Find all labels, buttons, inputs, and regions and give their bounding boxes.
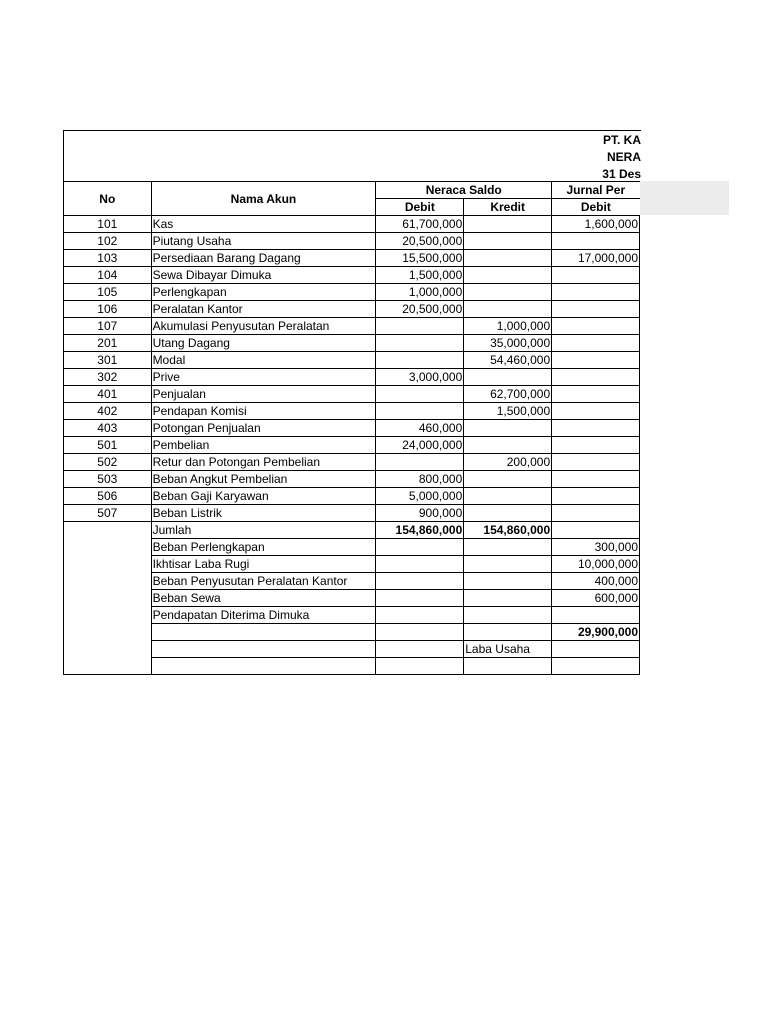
account-number: 302 [64,369,152,386]
ns-debit: 3,000,000 [376,369,464,386]
total-debit: 154,860,000 [376,522,464,539]
ns-debit [376,607,464,624]
jp-debit [552,607,640,624]
account-number: 501 [64,437,152,454]
ns-kredit: 1,000,000 [464,318,552,335]
worksheet-table [63,181,640,675]
account-name: Beban Gaji Karyawan [151,488,376,505]
account-number: 507 [64,505,152,522]
jp-debit [552,352,640,369]
account-name: Beban Penyusutan Peralatan Kantor [151,573,376,590]
jp-debit [552,284,640,301]
account-number: 104 [64,267,152,284]
table-row [64,369,640,386]
ns-kredit [464,420,552,437]
header-jp-debit: Debit [552,199,640,216]
table-row [64,471,640,488]
table-row [64,233,640,250]
ns-debit [376,386,464,403]
account-name: Akumulasi Penyusutan Peralatan [151,318,376,335]
account-name: Modal [151,352,376,369]
jp-debit: 10,000,000 [552,556,640,573]
ns-kredit: 200,000 [464,454,552,471]
company-name: PT. KA [602,133,641,147]
ns-kredit [464,301,552,318]
ns-debit: 900,000 [376,505,464,522]
jp-debit [552,369,640,386]
jp-debit [552,437,640,454]
ns-debit [376,658,464,675]
jp-debit [552,335,640,352]
account-number: 506 [64,488,152,505]
ns-debit: 1,500,000 [376,267,464,284]
ns-kredit [464,556,552,573]
ns-kredit [464,573,552,590]
jp-debit [552,522,640,539]
jp-debit: 300,000 [552,539,640,556]
account-name: Peralatan Kantor [151,301,376,318]
table-row [64,352,640,369]
ns-kredit: Laba Usaha [464,641,552,658]
account-name: Ikhtisar Laba Rugi [151,556,376,573]
jp-debit [552,505,640,522]
account-number: 402 [64,403,152,420]
account-number: 107 [64,318,152,335]
table-row [64,216,640,233]
ns-debit [376,403,464,420]
total-label: Jumlah [151,522,376,539]
header-nama-akun: Nama Akun [151,182,376,216]
header-kredit: Kredit [464,199,552,216]
account-number: 403 [64,420,152,437]
ns-kredit: 62,700,000 [464,386,552,403]
ns-debit [376,556,464,573]
jp-debit [552,488,640,505]
ns-debit [376,454,464,471]
account-name: Pembelian [151,437,376,454]
ns-kredit [464,624,552,641]
table-row [64,250,640,267]
table-row [64,454,640,471]
jp-debit [552,641,640,658]
ns-kredit: 1,500,000 [464,403,552,420]
ns-kredit [464,216,552,233]
account-number: 201 [64,335,152,352]
jp-debit: 29,900,000 [552,624,640,641]
ns-kredit [464,267,552,284]
header-jurnal-penyesuaian: Jurnal Per [552,182,640,199]
account-name: Kas [151,216,376,233]
account-name: Penjualan [151,386,376,403]
ns-debit: 24,000,000 [376,437,464,454]
ns-debit: 20,500,000 [376,301,464,318]
report-date: 31 Des [602,167,641,181]
jp-debit [552,233,640,250]
account-name: Prive [151,369,376,386]
ns-debit: 61,700,000 [376,216,464,233]
ns-kredit [464,284,552,301]
account-name: Beban Listrik [151,505,376,522]
ns-kredit [464,590,552,607]
jp-debit [552,386,640,403]
account-number: 502 [64,454,152,471]
account-number: 102 [64,233,152,250]
next-column-header-bg [640,181,729,215]
ns-debit [376,641,464,658]
ns-debit: 800,000 [376,471,464,488]
jp-debit: 1,600,000 [552,216,640,233]
ns-debit: 15,500,000 [376,250,464,267]
account-name: Pendapan Komisi [151,403,376,420]
ns-debit [376,573,464,590]
header-no: No [64,182,152,216]
ns-debit [376,539,464,556]
account-number: 101 [64,216,152,233]
account-name: Beban Sewa [151,590,376,607]
ns-debit [376,624,464,641]
jp-debit [552,454,640,471]
total-kredit: 154,860,000 [464,522,552,539]
jp-debit [552,267,640,284]
ns-kredit [464,233,552,250]
ns-kredit [464,505,552,522]
ns-kredit [464,658,552,675]
table-row [64,505,640,522]
jp-debit [552,318,640,335]
account-name: Persediaan Barang Dagang [151,250,376,267]
total-row [64,522,640,539]
jp-debit: 17,000,000 [552,250,640,267]
account-name [151,624,376,641]
account-name: Beban Perlengkapan [151,539,376,556]
report-header [63,130,641,182]
ns-debit: 1,000,000 [376,284,464,301]
table-row [64,420,640,437]
ns-kredit [464,539,552,556]
account-name: Sewa Dibayar Dimuka [151,267,376,284]
ns-kredit [464,250,552,267]
account-name: Beban Angkut Pembelian [151,471,376,488]
jp-debit [552,301,640,318]
table-row [64,301,640,318]
report-title: NERA [606,150,641,164]
account-number: 401 [64,386,152,403]
ns-debit: 5,000,000 [376,488,464,505]
ns-debit: 460,000 [376,420,464,437]
ns-kredit [464,607,552,624]
ns-kredit [464,437,552,454]
table-row [64,284,640,301]
table-row [64,488,640,505]
jp-debit: 400,000 [552,573,640,590]
account-name: Pendapatan Diterima Dimuka [151,607,376,624]
account-name: Utang Dagang [151,335,376,352]
account-name: Retur dan Potongan Pembelian [151,454,376,471]
account-number: 103 [64,250,152,267]
header-debit: Debit [376,199,464,216]
account-name [151,641,376,658]
jp-debit [552,420,640,437]
jp-debit [552,471,640,488]
ns-debit [376,318,464,335]
account-name: Perlengkapan [151,284,376,301]
jp-debit [552,403,640,420]
table-row [64,267,640,284]
account-number: 503 [64,471,152,488]
ns-debit [376,335,464,352]
ns-debit [376,352,464,369]
ns-kredit: 35,000,000 [464,335,552,352]
ns-kredit: 54,460,000 [464,352,552,369]
account-name [151,658,376,675]
table-row [64,335,640,352]
ns-kredit [464,369,552,386]
header-neraca-saldo: Neraca Saldo [376,182,552,199]
ns-kredit [464,488,552,505]
account-number: 106 [64,301,152,318]
account-name: Piutang Usaha [151,233,376,250]
table-row [64,386,640,403]
empty-cell [64,522,152,675]
ns-debit: 20,500,000 [376,233,464,250]
table-row [64,318,640,335]
jp-debit: 600,000 [552,590,640,607]
table-row [64,403,640,420]
account-number: 301 [64,352,152,369]
table-row [64,437,640,454]
account-number: 105 [64,284,152,301]
jp-debit [552,658,640,675]
ns-debit [376,590,464,607]
account-name: Potongan Penjualan [151,420,376,437]
ns-kredit [464,471,552,488]
